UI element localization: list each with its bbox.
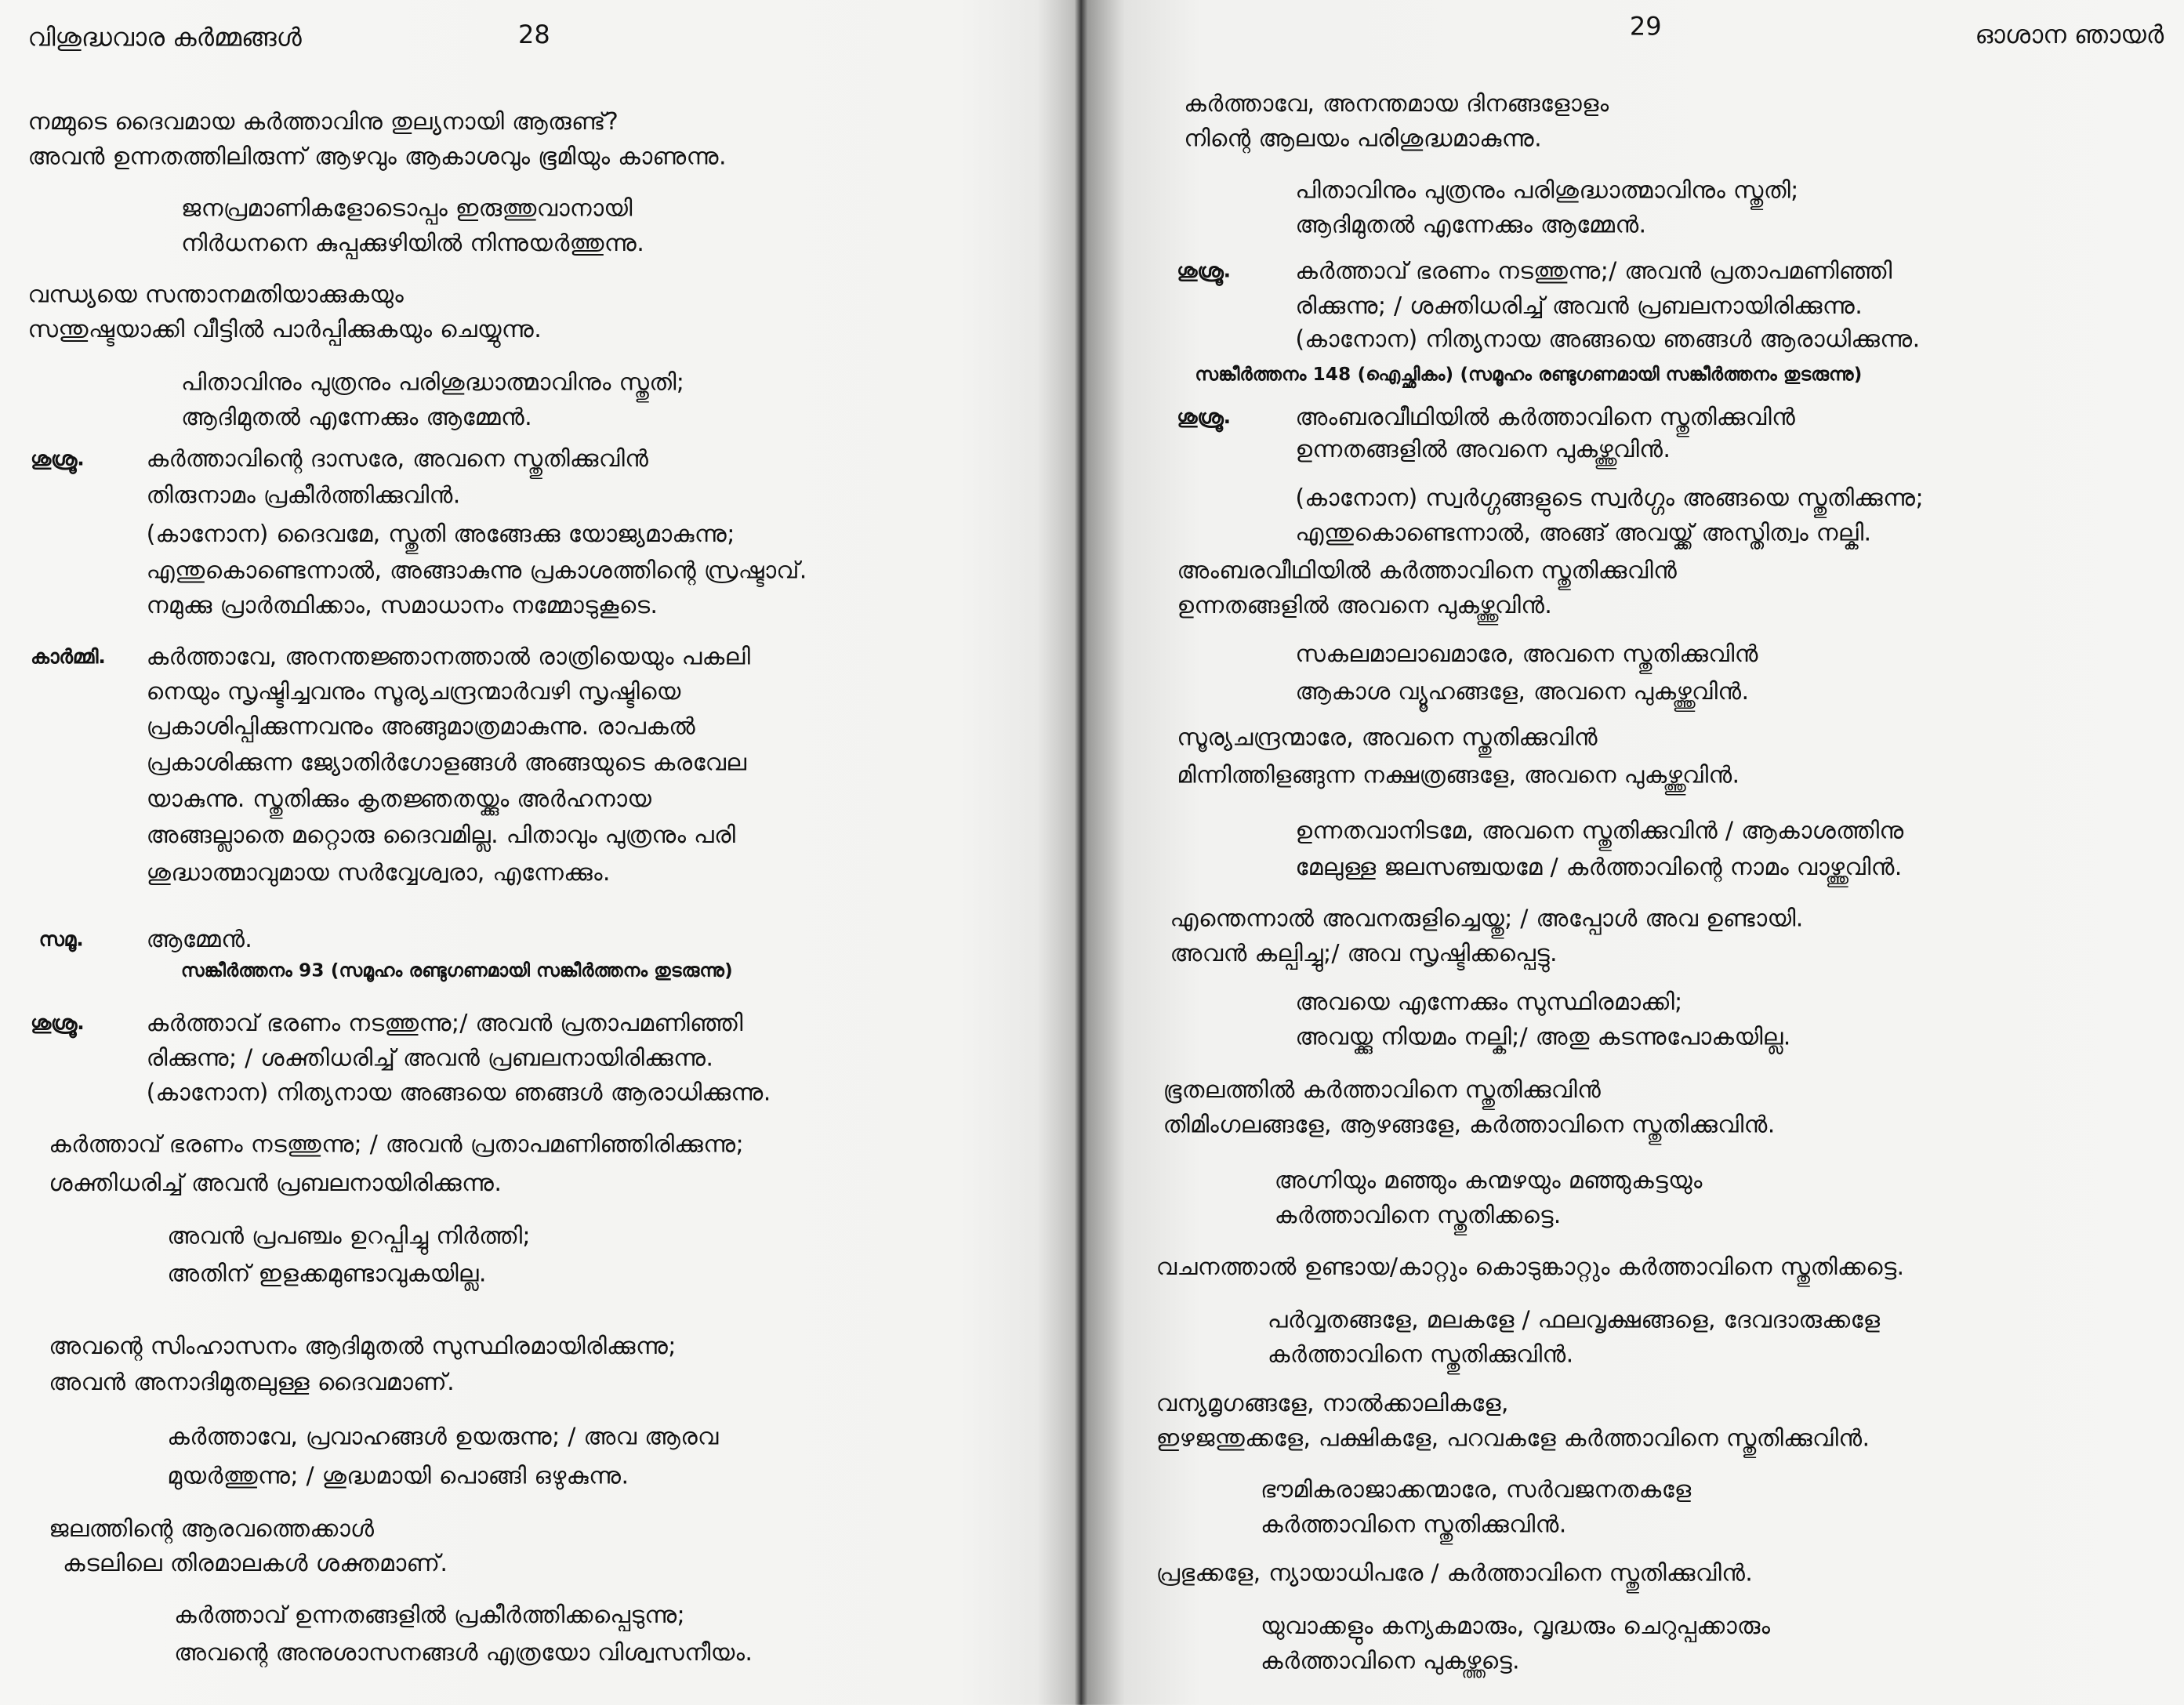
text-line: ശുദ്ധാത്മാവുമായ സർവ്വേശ്വരാ, എന്നേക്കും.: [146, 859, 611, 887]
text-line: കർത്താവിനെ സ്തുതിക്കുവിൻ.: [1261, 1511, 1567, 1540]
psalm-heading: സങ്കീർത്തനം 93 (സമൂഹം രണ്ടുഗണമായി സങ്കീർത്തനം തുടരുന്നു): [180, 960, 733, 982]
text-line: അവൻ കല്പിച്ചു;/ അവ സൃഷ്ടിക്കപ്പെട്ടു.: [1170, 940, 1558, 968]
speaker-label: സമൂ.: [38, 929, 84, 952]
text-line: കർത്താവേ, അനന്തജ്ഞാനത്താൽ രാത്രിയെയും പകലി: [146, 643, 751, 672]
text-line: വന്യമൃഗങ്ങളേ, നാൽക്കാലികളേ,: [1155, 1390, 1509, 1418]
text-line: മിന്നിത്തിളങ്ങുന്ന നക്ഷത്രങ്ങളേ, അവനെ പുകഴ്ത്തുവിൻ.: [1177, 761, 1740, 790]
text-line: അംബരവീഥിയിൽ കർത്താവിനെ സ്തുതിക്കുവിൻ: [1177, 557, 1678, 586]
text-line: പ്രകാശിപ്പിക്കുന്നവനും അങ്ങുമാത്രമാകുന്നു. രാപകൽ: [146, 713, 696, 742]
text-line: കർത്താവ് ഭരണം നടത്തുന്നു; / അവൻ പ്രതാപമണിഞ്ഞിരിക്കുന്നു;: [49, 1130, 744, 1159]
text-line: (കാനോന) ദൈവമേ, സ്തുതി അങ്ങേക്കു യോജ്യമാകുന്നു;: [146, 521, 735, 550]
text-line: ആദിമുതൽ എന്നേക്കും ആമ്മേൻ.: [180, 404, 532, 432]
speaker-label: ശുശ്രൂ.: [1177, 406, 1232, 430]
text-line: അങ്ങല്ലാതെ മറ്റൊരു ദൈവമില്ല. പിതാവും പുത്രനും പരി: [146, 822, 736, 850]
text-line: എന്തുകൊണ്ടെന്നാൽ, അങ്ങാകുന്നു പ്രകാശത്തിന്റെ സ്രഷ്ടാവ്.: [146, 557, 807, 586]
page-number: 29: [1629, 12, 1662, 42]
text-line: ഇഴജന്തുക്കളേ, പക്ഷികളേ, പറവകളേ കർത്താവിനെ സ്തുതിക്കുവിൻ.: [1155, 1424, 1870, 1453]
text-line: അവന്റെ സിംഹാസനം ആദിമുതൽ സുസ്ഥിരമായിരിക്കുന്നു;: [49, 1333, 677, 1361]
text-line: കടലിലെ തിരമാലകൾ ശക്തമാണ്.: [62, 1550, 448, 1579]
text-line: അതിന് ഇളക്കമുണ്ടാവുകയില്ല.: [167, 1261, 487, 1289]
text-line: തിരുനാമം പ്രകീർത്തിക്കുവിൻ.: [146, 481, 461, 510]
text-line: ഭൂതലത്തിൽ കർത്താവിനെ സ്തുതിക്കുവിൻ: [1163, 1076, 1602, 1105]
text-line: അവയ്ക്കു നിയമം നല്കി;/ അതു കടന്നുപോകയില്ല.: [1295, 1023, 1791, 1052]
text-line: തിമിംഗലങ്ങളേ, ആഴങ്ങളേ, കർത്താവിനെ സ്തുതിക്കുവിൻ.: [1163, 1111, 1776, 1140]
text-line: (കാനോന) നിത്യനായ അങ്ങയെ ഞങ്ങൾ ആരാധിക്കുന്നു.: [146, 1079, 771, 1108]
text-line: നമുക്കു പ്രാർത്ഥിക്കാം, സമാധാനം നമ്മോടുകൂടെ.: [146, 592, 658, 620]
text-line: കർത്താവ് ഭരണം നടത്തുന്നു;/ അവൻ പ്രതാപമണിഞ്ഞി: [146, 1010, 743, 1038]
text-line: യുവാക്കളും കന്യകമാരും, വൃദ്ധരും ചെറുപ്പക്കാരും: [1261, 1612, 1771, 1642]
running-header: വിശുദ്ധവാര കർമ്മങ്ങൾ: [27, 24, 302, 53]
text-line: രിക്കുന്നു; / ശക്തിധരിച്ച് അവൻ പ്രബലനായിരിക്കുന്നു.: [146, 1044, 714, 1073]
text-line: അവയെ എന്നേക്കും സുസ്ഥിരമാക്കി;: [1295, 989, 1683, 1018]
text-line: കർത്താവിനെ സ്തുതിക്കുവിൻ.: [1267, 1341, 1574, 1369]
psalm-heading: സങ്കീർത്തനം 148 (ഐച്ഛികം) (സമൂഹം രണ്ടുഗണമായി സങ്കീർത്തനം തുടരുന്നു): [1195, 365, 1863, 386]
text-line: (കാനോന) നിത്യനായ അങ്ങയെ ഞങ്ങൾ ആരാധിക്കുന്നു.: [1295, 325, 1921, 354]
text-line: അവൻ അനാദിമുതലുള്ള ദൈവമാണ്.: [49, 1369, 455, 1398]
text-line: കർത്താവ് ഉന്നതങ്ങളിൽ പ്രകീർത്തിക്കപ്പെടുന്നു;: [174, 1602, 685, 1630]
text-line: എന്തെന്നാൽ അവനരുളിച്ചെയ്തു; / അപ്പോൾ അവ ഉണ്ടായി.: [1170, 905, 1804, 934]
text-line: കർത്താവ് ഭരണം നടത്തുന്നു;/ അവൻ പ്രതാപമണിഞ്ഞി: [1295, 257, 1892, 286]
text-line: അംബരവീഥിയിൽ കർത്താവിനെ സ്തുതിക്കുവിൻ: [1295, 404, 1796, 432]
text-line: പ്രകാശിക്കുന്ന ജ്യോതിർഗോളങ്ങൾ അങ്ങയുടെ കരവേല: [146, 749, 747, 778]
text-line: അവന്റെ അനുശാസനങ്ങൾ എത്രയോ വിശ്വസനീയം.: [174, 1639, 753, 1667]
text-line: ഭൗമികരാജാക്കന്മാരേ, സർവജനതകളേ: [1261, 1476, 1692, 1504]
text-line: കർത്താവേ, അനന്തമായ ദിനങ്ങളോളം: [1184, 90, 1609, 119]
text-line: കർത്താവിനെ പുകഴ്ത്തട്ടെ.: [1261, 1647, 1520, 1676]
running-header: ഓശാന ഞായർ: [1975, 20, 2164, 50]
text-line: നമ്മുടെ ദൈവമായ കർത്താവിനു തുല്യനായി ആരുണ്ട്?: [27, 108, 619, 137]
text-line: ഉന്നതങ്ങളിൽ അവനെ പുകഴ്ത്തുവിൻ.: [1295, 436, 1671, 464]
text-line: പർവ്വതങ്ങളേ, മലകളേ / ഫലവൃക്ഷങ്ങളെ, ദേവദാരുക്കളേ: [1267, 1306, 1881, 1335]
text-line: കർത്താവേ, പ്രവാഹങ്ങൾ ഉയരുന്നു; / അവ ആരവ: [167, 1423, 719, 1452]
speaker-label: കാർമ്മി.: [31, 646, 106, 669]
text-line: മുയർത്തുന്നു; / ശുദ്ധമായി പൊങ്ങി ഒഴുകുന്നു.: [167, 1462, 629, 1491]
text-line: സൂര്യചന്ദ്രന്മാരേ, അവനെ സ്തുതിക്കുവിൻ: [1177, 724, 1598, 753]
text-line: ജലത്തിന്റെ ആരവത്തെക്കാൾ: [49, 1515, 375, 1544]
page-number: 28: [517, 20, 550, 50]
text-line: എന്തുകൊണ്ടെന്നാൽ, അങ്ങ് അവയ്ക്ക് അസ്തിത്വം നല്കി.: [1295, 519, 1872, 548]
text-line: ശക്തിധരിച്ച് അവൻ പ്രബലനായിരിക്കുന്നു.: [49, 1170, 502, 1199]
text-line: വന്ധ്യയെ സന്താനമതിയാക്കുകയും: [27, 281, 405, 310]
speaker-label: ശുശ്രൂ.: [31, 1012, 85, 1036]
text-line: ആദിമുതൽ എന്നേക്കും ആമ്മേൻ.: [1295, 212, 1647, 240]
text-line: രിക്കുന്നു; / ശക്തിധരിച്ച് അവൻ പ്രബലനായിരിക്കുന്നു.: [1295, 292, 1863, 321]
text-line: നിന്റെ ആലയം പരിശുദ്ധമാകുന്നു.: [1184, 125, 1542, 154]
text-line: (കാനോന) സ്വർഗ്ഗങ്ങളുടെ സ്വർഗ്ഗം അങ്ങയെ സ്തുതിക്കുന്നു;: [1295, 484, 1924, 513]
text-line: പ്രഭുക്കളേ, ന്യായാധിപരേ / കർത്താവിനെ സ്തുതിക്കുവിൻ.: [1155, 1560, 1754, 1588]
text-line: മേലുള്ള ജലസഞ്ചയമേ / കർത്താവിന്റെ നാമം വാഴ്ത്തുവിൻ.: [1295, 854, 1903, 882]
speaker-label: ശുശ്രൂ.: [1177, 260, 1232, 283]
text-line: കർത്താവിനെ സ്തുതിക്കട്ടെ.: [1274, 1202, 1562, 1230]
text-line: ഉന്നതങ്ങളിൽ അവനെ പുകഴ്ത്തുവിൻ.: [1177, 592, 1553, 620]
text-line: ജനപ്രമാണികളോടൊപ്പം ഇരുത്തുവാനായി: [180, 194, 633, 223]
text-line: നിർധനനെ കുപ്പക്കുഴിയിൽ നിന്നുയർത്തുന്നു.: [180, 230, 645, 258]
text-line: ആകാശ വ്യൂഹങ്ങളേ, അവനെ പുകഴ്ത്തുവിൻ.: [1295, 678, 1750, 706]
text-line: സകലമാലാഖമാരേ, അവനെ സ്തുതിക്കുവിൻ: [1295, 640, 1758, 669]
text-line: അവൻ പ്രപഞ്ചം ഉറപ്പിച്ചു നിർത്തി;: [167, 1223, 531, 1251]
speaker-label: ശുശ്രൂ.: [31, 448, 85, 471]
text-line: ഉന്നതവാനിടമേ, അവനെ സ്തുതിക്കുവിൻ / ആകാശത്തിനു: [1295, 817, 1904, 846]
text-line: യാകുന്നു. സ്തുതിക്കും കൃതജ്ഞതയ്ക്കും അർഹനായ: [146, 785, 652, 814]
text-line: ആമ്മേൻ.: [146, 926, 253, 955]
text-line: അവൻ ഉന്നതത്തിലിരുന്ന് ആഴവും ആകാശവും ഭൂമിയും കാണുന്നു.: [27, 143, 727, 172]
text-line: കർത്താവിന്റെ ദാസരേ, അവനെ സ്തുതിക്കുവിൻ: [146, 445, 649, 474]
text-line: നെയും സൃഷ്ടിച്ചവനും സൂര്യചന്ദ്രന്മാർവഴി സൃഷ്ടിയെ: [146, 678, 681, 706]
text-line: സന്തുഷ്ടയാക്കി വീട്ടിൽ പാർപ്പിക്കുകയും ചെയ്യുന്നു.: [27, 316, 542, 344]
text-line: പിതാവിനും പുത്രനും പരിശുദ്ധാത്മാവിനും സ്തുതി;: [180, 368, 685, 397]
text-line: പിതാവിനും പുത്രനും പരിശുദ്ധാത്മാവിനും സ്തുതി;: [1295, 176, 1799, 205]
text-line: അഗ്നിയും മഞ്ഞും കന്മഴയും മഞ്ഞുകട്ടയും: [1274, 1166, 1703, 1195]
text-line: വചനത്താൽ ഉണ്ടായ/കാറ്റും കൊടുങ്കാറ്റും കർത്താവിനെ സ്തുതിക്കട്ടെ.: [1155, 1253, 1905, 1282]
